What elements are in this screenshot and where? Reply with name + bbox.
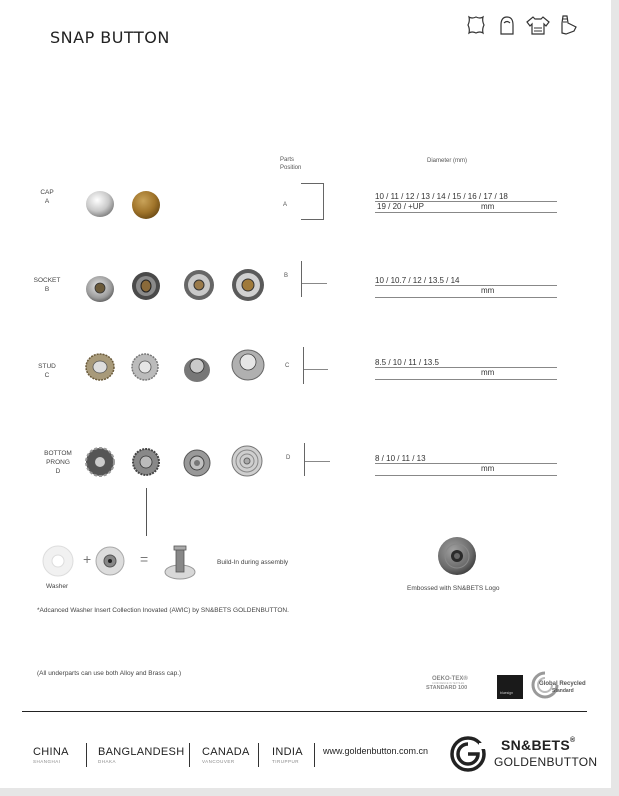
office-country: INDIA — [272, 746, 303, 758]
unit-a: mm — [481, 202, 495, 211]
bracket-d-tick — [305, 461, 330, 462]
oeko-text: CONFIDENCE IN TEXTILES — [432, 682, 465, 685]
office-country: CANADA — [202, 746, 250, 758]
awic-note: *Adcanced Washer Insert Collection Inovated (AWIC) by SN&BETS GOLDENBUTTON. — [37, 607, 289, 614]
underline — [375, 297, 557, 298]
row-label-socket — [27, 276, 67, 294]
prong-image-3 — [182, 448, 212, 478]
row-label-line: A — [44, 198, 50, 205]
footer-divider — [22, 711, 587, 712]
row-label-line: D — [55, 468, 61, 475]
office-bangladesh — [98, 746, 184, 764]
diameter-a-line1: 10 / 11 / 12 / 13 / 14 / 15 / 16 / 17 / 18 — [375, 192, 508, 201]
row-label-line: B — [44, 286, 50, 293]
row-label-bottom-prong — [38, 449, 78, 476]
row-label-line: C — [44, 372, 50, 379]
row-label-stud — [27, 362, 67, 380]
prong-small-image — [94, 545, 126, 577]
plus-sign: + — [83, 551, 92, 567]
diameter-header: Diameter (mm) — [427, 158, 467, 164]
leather-icon — [465, 14, 487, 36]
underline — [375, 463, 557, 464]
office-india — [272, 746, 303, 764]
oeko-text: OEKO-TEX® — [432, 676, 468, 682]
parts-position-header — [280, 156, 301, 172]
page-title: SNAP BUTTON — [50, 28, 170, 47]
equals-sign: = — [140, 551, 149, 567]
brand-text: SN&BETS — [501, 737, 570, 753]
unit-d: mm — [481, 464, 495, 473]
unit-c: mm — [481, 368, 495, 377]
embossed-button-image — [436, 535, 478, 577]
grs-text: Global Recycled — [539, 681, 586, 687]
underline — [375, 379, 557, 380]
divider — [314, 743, 315, 767]
position-label-b: B — [284, 273, 289, 279]
underline — [375, 285, 557, 286]
underline — [375, 212, 557, 213]
oeko-tex-logo — [426, 676, 490, 691]
office-city: DHAKA — [98, 759, 117, 764]
underline — [375, 475, 557, 476]
divider — [258, 743, 259, 767]
bracket-b — [301, 261, 302, 297]
position-label-a: A — [283, 202, 288, 208]
socket-image-4 — [230, 267, 266, 303]
washer-image — [42, 545, 74, 577]
bracket-a — [301, 183, 324, 220]
underparts-note: (All underparts can use both Alloy and Brass cap.) — [37, 670, 182, 677]
office-canada — [202, 746, 250, 764]
socket-image-3 — [182, 268, 216, 302]
row-label-line: PRONG — [46, 459, 70, 466]
unit-b: mm — [481, 286, 495, 295]
position-label-d: D — [286, 455, 291, 461]
position-label-c: C — [285, 363, 290, 369]
goldenbutton-logo-icon — [449, 735, 487, 773]
office-china — [33, 746, 69, 764]
row-label-line: CAP — [40, 189, 54, 196]
build-in-label: Build-In during assembly — [217, 559, 289, 566]
grs-logo — [530, 670, 590, 700]
assembled-prong-image — [163, 540, 197, 582]
divider — [189, 743, 190, 767]
diameter-c: 8.5 / 10 / 11 / 13.5 — [375, 358, 439, 367]
office-city: TIRUPPUR — [272, 759, 300, 764]
diameter-b: 10 / 10.7 / 12 / 13.5 / 14 — [375, 276, 460, 285]
underline — [375, 367, 557, 368]
socket-image-1 — [84, 274, 116, 304]
website-link[interactable]: www.goldenbutton.com.cn — [323, 746, 429, 756]
registered-mark: ® — [570, 737, 576, 744]
bracket-c-tick — [304, 369, 328, 370]
brand-subname: GOLDENBUTTON — [494, 755, 598, 769]
embossed-label: Embossed with SN&BETS Logo — [407, 585, 500, 592]
cap-brass-image — [130, 190, 162, 220]
stud-image-3 — [182, 352, 212, 384]
usage-icons — [465, 14, 580, 38]
clothing-icon — [525, 14, 551, 36]
bracket-b-tick — [302, 283, 327, 284]
row-label-line: BOTTOM — [44, 450, 72, 457]
connector-line — [146, 488, 147, 536]
diameter-a-line2: 19 / 20 / +UP — [377, 202, 424, 211]
divider — [86, 743, 87, 767]
office-city: VANCOUVER — [202, 759, 235, 764]
prong-image-1 — [84, 446, 116, 478]
bluesign-text: bluesign — [500, 691, 514, 695]
brand-name — [501, 737, 575, 753]
washer-label: Washer — [46, 583, 69, 590]
bracket-d — [304, 443, 305, 476]
oeko-text: STANDARD 100 — [426, 685, 468, 691]
parts-header-line2: Position — [280, 165, 302, 171]
cap-silver-image — [84, 189, 116, 219]
row-label-line: STUD — [38, 363, 56, 370]
office-city: SHANGHAI — [33, 759, 61, 764]
diameter-d: 8 / 10 / 11 / 13 — [375, 454, 426, 463]
office-country: CHINA — [33, 746, 69, 758]
grs-text: Standard — [552, 688, 574, 694]
shoe-icon — [557, 14, 579, 36]
row-label-line: SOCKET — [33, 277, 61, 284]
bag-icon — [496, 14, 518, 36]
prong-image-4 — [230, 444, 264, 478]
stud-image-2 — [130, 352, 160, 382]
parts-header-line1: Parts — [280, 157, 295, 163]
socket-image-2 — [130, 270, 162, 302]
stud-image-4 — [230, 346, 266, 382]
bluesign-logo — [497, 675, 523, 699]
office-country: BANGLANDESH — [98, 746, 185, 758]
row-label-cap — [27, 188, 67, 206]
bracket-c — [303, 347, 304, 384]
stud-image-1 — [84, 352, 116, 382]
prong-image-2 — [130, 446, 162, 478]
